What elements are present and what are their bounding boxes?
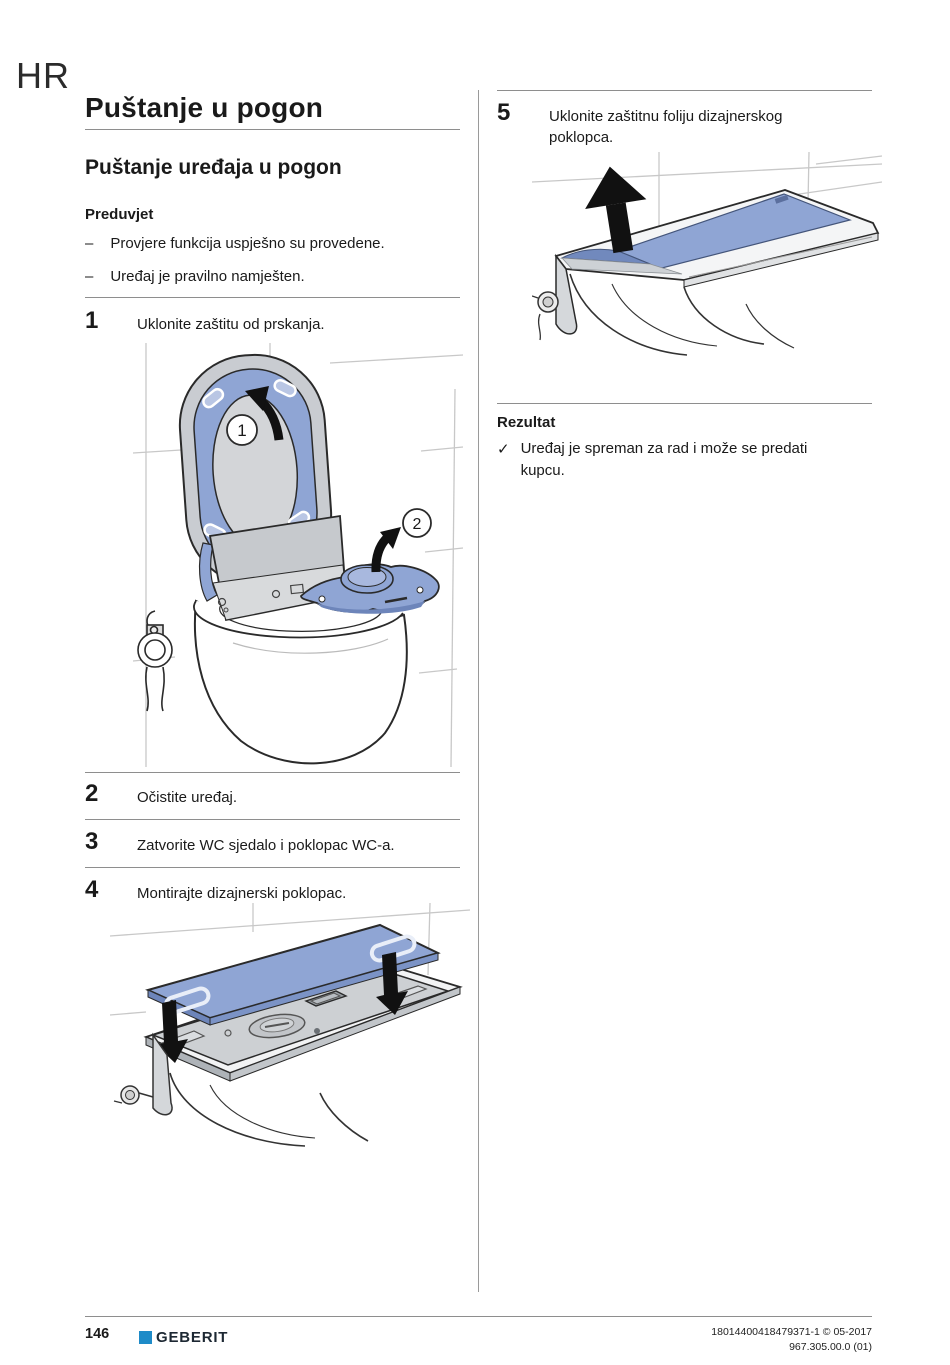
callout-1: [227, 415, 257, 445]
step-rule: [85, 772, 460, 773]
step-number: 1: [85, 307, 99, 334]
step-rule: [85, 867, 460, 868]
precondition-text: Provjere funkcija uspješno su provedene.: [110, 235, 385, 252]
step-text: Montirajte dizajnerski poklopac.: [137, 885, 347, 902]
column-divider: [478, 90, 479, 1292]
page-number: 146: [85, 1326, 110, 1342]
step-rule: [85, 819, 460, 820]
precondition-list: [85, 233, 470, 299]
step-row-3: [85, 829, 470, 856]
step-text: Zatvorite WC sjedalo i poklopac WC-a.: [137, 837, 395, 854]
precondition-text: Uređaj je pravilno namješten.: [110, 267, 305, 285]
footer-rule: [85, 1316, 872, 1317]
page-title: Puštanje u pogon: [85, 92, 324, 123]
step-row-1: [85, 308, 470, 335]
precondition-heading: Preduvjet: [85, 206, 154, 223]
svg-text:1: 1: [237, 421, 247, 440]
dash-glyph: –: [85, 235, 94, 252]
result-text: Uređaj je spreman za rad i može se predati kupcu.: [520, 440, 808, 479]
geberit-logo: [139, 1329, 228, 1346]
step1-illustration-svg: [133, 343, 463, 767]
water-hose: [138, 611, 172, 711]
step-text: Uklonite zaštitnu foliju dizajnerskog poklopca.: [549, 108, 783, 147]
step-rule: [85, 297, 460, 298]
step-row-2: [85, 781, 470, 808]
check-icon: ✓: [497, 441, 510, 458]
step5-illustration-svg: [532, 152, 882, 397]
step1-illustration: [133, 343, 463, 767]
result-item: [497, 438, 847, 482]
step-number: 3: [85, 828, 99, 855]
result-rule: [497, 403, 872, 404]
dash-glyph: –: [85, 267, 94, 285]
doc-id: 18014400418479371-1 © 05-2017: [711, 1326, 872, 1338]
step4-illustration: [110, 903, 470, 1155]
svg-text:2: 2: [412, 516, 422, 533]
step-rule: [497, 90, 872, 91]
document-reference: [711, 1325, 872, 1354]
step-row-5: [497, 100, 882, 149]
step4-illustration-svg: [110, 903, 470, 1155]
title-rule: [85, 129, 460, 130]
section-title: Puštanje uređaja u pogon: [85, 156, 342, 179]
logo-text: GEBERIT: [156, 1329, 229, 1346]
step-number: 2: [85, 780, 99, 807]
logo-mark: [139, 1331, 152, 1344]
step5-illustration: [532, 152, 882, 397]
callout-2: [403, 509, 431, 537]
result-heading: Rezultat: [497, 414, 556, 431]
step-row-4: [85, 877, 470, 904]
doc-code: 967.305.00.0 (01): [789, 1340, 872, 1353]
step-number: 4: [85, 876, 99, 903]
step-text: Očistite uređaj.: [137, 789, 238, 806]
precondition-item: [85, 233, 470, 255]
step-number: 5: [497, 99, 511, 126]
precondition-item: [85, 266, 470, 288]
language-tag: HR: [16, 55, 70, 96]
step-text: Uklonite zaštitu od prskanja.: [137, 316, 325, 333]
toilet-bowl: [194, 601, 407, 763]
